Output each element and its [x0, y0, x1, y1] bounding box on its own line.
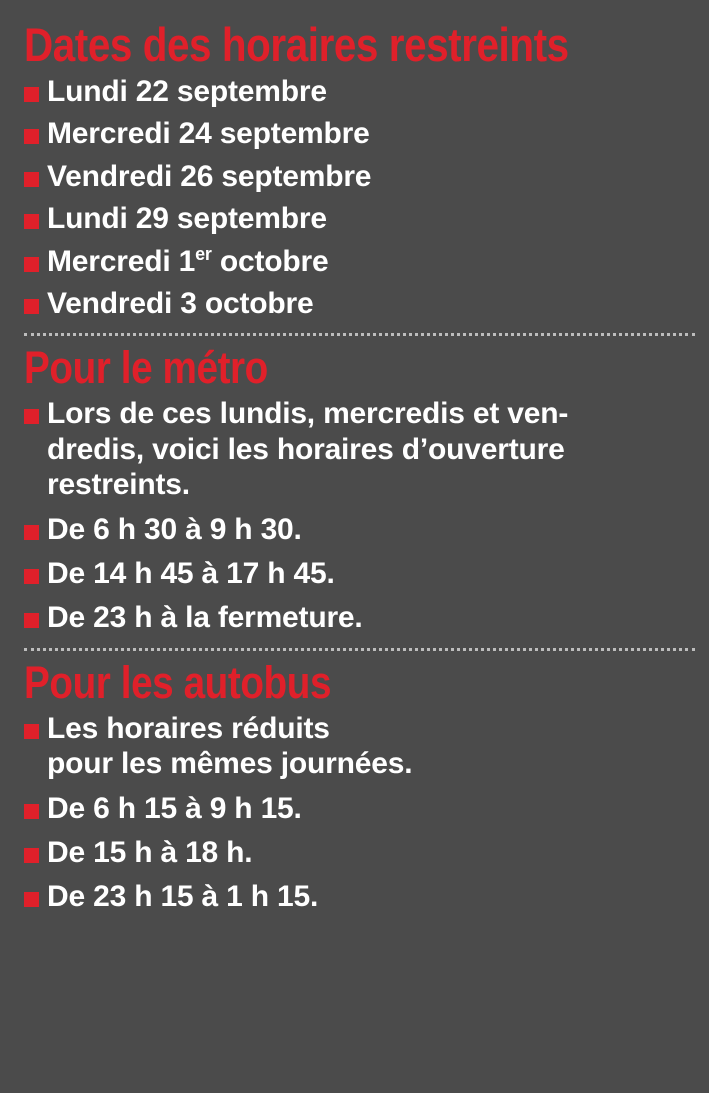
- square-bullet-icon: [24, 525, 39, 540]
- section-metro: [24, 342, 695, 635]
- list-item-label: De 6 h 30 à 9 h 30.: [47, 512, 302, 546]
- list-item: [24, 74, 695, 109]
- list-item-label: Lundi 22 septembre: [47, 75, 327, 109]
- list-item-label: Les horaires réduits pour les mêmes journées.: [47, 711, 413, 781]
- list-item: [24, 879, 695, 914]
- list-item-label: De 6 h 15 à 9 h 15.: [47, 791, 302, 825]
- dates-list: [24, 74, 695, 321]
- square-bullet-icon: [24, 892, 39, 907]
- list-item: [24, 201, 695, 236]
- square-bullet-icon: [24, 257, 39, 272]
- list-item-label: De 15 h à 18 h.: [47, 836, 253, 870]
- list-item-label: Vendredi 3 octobre: [47, 287, 314, 320]
- list-item: [24, 244, 695, 279]
- section-title-autobus: Pour les autobus: [24, 656, 332, 708]
- list-item: [24, 396, 695, 502]
- square-bullet-icon: [24, 804, 39, 819]
- section-dates: [24, 18, 695, 321]
- list-item: [24, 159, 695, 194]
- square-bullet-icon: [24, 409, 39, 424]
- list-item: [24, 556, 695, 591]
- section-divider: [24, 333, 695, 336]
- metro-list: [24, 396, 695, 635]
- list-item-label: Lundi 29 septembre: [47, 202, 327, 236]
- square-bullet-icon: [24, 214, 39, 229]
- square-bullet-icon: [24, 172, 39, 187]
- square-bullet-icon: [24, 724, 39, 739]
- list-item: [24, 512, 695, 547]
- section-title-metro: Pour le métro: [24, 342, 268, 394]
- square-bullet-icon: [24, 87, 39, 102]
- section-title-dates: Dates des horaires restreints: [24, 18, 569, 71]
- list-item-label: De 14 h 45 à 17 h 45.: [47, 557, 335, 591]
- list-item: [24, 711, 695, 782]
- square-bullet-icon: [24, 299, 39, 314]
- list-item: [24, 286, 695, 321]
- list-item-label: De 23 h à la fermeture.: [47, 601, 363, 635]
- square-bullet-icon: [24, 848, 39, 863]
- list-item-label: Vendredi 26 septembre: [47, 159, 372, 193]
- list-item: [24, 116, 695, 151]
- section-autobus: [24, 656, 695, 915]
- square-bullet-icon: [24, 613, 39, 628]
- list-item: [24, 600, 695, 635]
- list-item-label: Mercredi 1er octobre: [47, 243, 329, 278]
- list-item: [24, 791, 695, 826]
- list-item-label: Mercredi 24 septembre: [47, 117, 370, 151]
- list-item: [24, 835, 695, 870]
- section-divider: [24, 648, 695, 651]
- square-bullet-icon: [24, 129, 39, 144]
- square-bullet-icon: [24, 569, 39, 584]
- list-item-label: Lors de ces lundis, mercredis et ven- dredis, voici les horaires d’ouverture restreints.: [47, 397, 569, 502]
- list-item-label: De 23 h 15 à 1 h 15.: [47, 880, 319, 914]
- autobus-list: [24, 711, 695, 915]
